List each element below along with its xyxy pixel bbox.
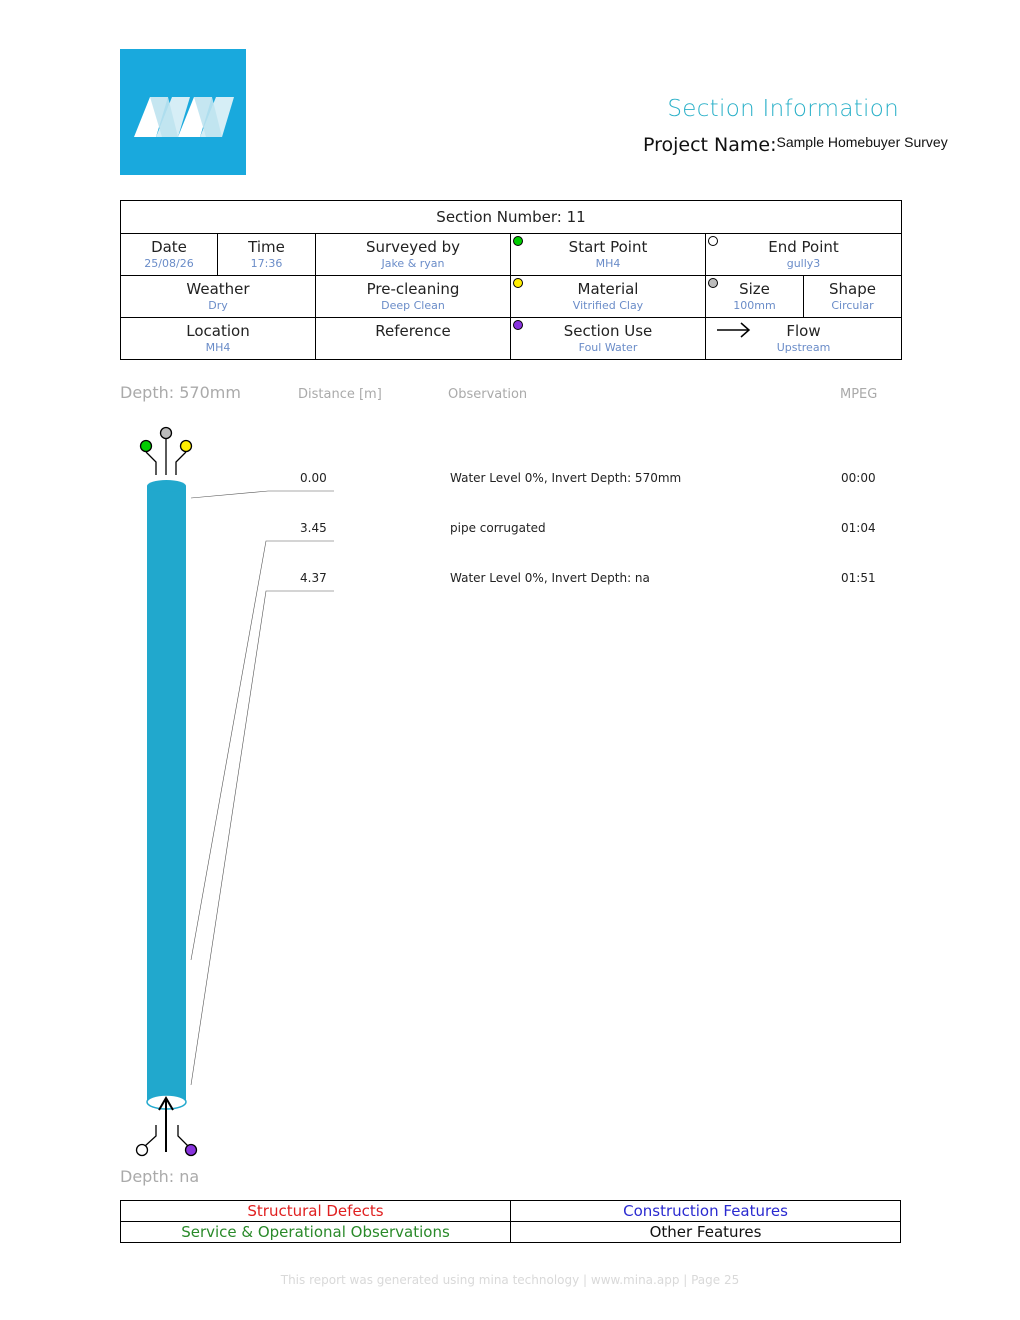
obs-3-text: Water Level 0%, Invert Depth: na bbox=[450, 571, 650, 585]
page-footer: This report was generated using mina technology | www.mina.app | Page 25 bbox=[280, 1273, 740, 1287]
section-use-label: Section Use bbox=[563, 322, 653, 340]
location-label: Location bbox=[186, 322, 250, 340]
obs-1-mpeg[interactable]: 00:00 bbox=[841, 471, 876, 485]
reference-label: Reference bbox=[375, 322, 451, 340]
project-value: Sample Homebuyer Survey bbox=[776, 134, 948, 150]
project-label: Project Name: bbox=[643, 134, 777, 156]
pre-cleaning-label: Pre-cleaning bbox=[366, 280, 460, 298]
obs-3-mpeg[interactable]: 01:51 bbox=[841, 571, 876, 585]
section-number: Section Number: 11 bbox=[121, 201, 902, 234]
legend-table bbox=[120, 1200, 901, 1243]
surveyed-by-value: Jake & ryan bbox=[381, 257, 445, 270]
legend-construction: Construction Features bbox=[511, 1201, 901, 1222]
section-use-connector-icon bbox=[186, 1145, 197, 1156]
bottom-connectors bbox=[137, 1098, 197, 1156]
size-connector-icon bbox=[161, 428, 172, 439]
legend-other: Other Features bbox=[511, 1222, 901, 1243]
pre-cleaning-value: Deep Clean bbox=[381, 299, 445, 312]
start-point-label: Start Point bbox=[568, 238, 648, 256]
surveyed-by-label: Surveyed by bbox=[365, 238, 461, 256]
section-use-value: Foul Water bbox=[578, 341, 638, 354]
material-label: Material bbox=[577, 280, 639, 298]
shape-value: Circular bbox=[831, 299, 874, 312]
page-title: Section Information bbox=[667, 96, 899, 122]
end-point-connector-icon bbox=[137, 1145, 148, 1156]
pipe-body bbox=[147, 480, 186, 1109]
leader-line-3 bbox=[191, 591, 334, 1085]
time-value: 17:36 bbox=[250, 257, 283, 270]
obs-1-distance: 0.00 bbox=[300, 471, 327, 485]
date-label: Date bbox=[151, 238, 187, 256]
obs-2-distance: 3.45 bbox=[300, 521, 327, 535]
size-value: 100mm bbox=[733, 299, 776, 312]
depth-bottom: Depth: na bbox=[120, 1167, 200, 1186]
legend-structural: Structural Defects bbox=[121, 1201, 511, 1222]
start-point-value: MH4 bbox=[595, 257, 621, 270]
obs-2-mpeg[interactable]: 01:04 bbox=[841, 521, 876, 535]
obs-2-text: pipe corrugated bbox=[450, 521, 546, 535]
depth-top: Depth: 570mm bbox=[120, 383, 241, 402]
obs-3-distance: 4.37 bbox=[300, 571, 327, 585]
flow-value: Upstream bbox=[776, 341, 831, 354]
start-point-connector-icon bbox=[141, 441, 152, 452]
top-connectors bbox=[141, 428, 192, 476]
flow-label: Flow bbox=[786, 322, 821, 340]
size-label: Size bbox=[739, 280, 770, 298]
location-value: MH4 bbox=[205, 341, 231, 354]
end-point-label: End Point bbox=[768, 238, 839, 256]
date-value: 25/08/26 bbox=[144, 257, 194, 270]
shape-label: Shape bbox=[829, 280, 877, 298]
mpeg-column-header: MPEG bbox=[840, 387, 878, 402]
weather-value: Dry bbox=[208, 299, 228, 312]
material-connector-icon bbox=[181, 441, 192, 452]
obs-1-text: Water Level 0%, Invert Depth: 570mm bbox=[450, 471, 682, 485]
time-label: Time bbox=[248, 238, 285, 256]
leader-line-1 bbox=[191, 491, 334, 498]
end-point-value: gully3 bbox=[786, 257, 821, 270]
distance-column-header: Distance [m] bbox=[298, 387, 382, 402]
legend-service: Service & Operational Observations bbox=[121, 1222, 511, 1243]
material-value: Vitrified Clay bbox=[572, 299, 644, 312]
weather-label: Weather bbox=[186, 280, 250, 298]
leader-line-2 bbox=[191, 541, 334, 960]
observation-column-header: Observation bbox=[448, 387, 528, 402]
